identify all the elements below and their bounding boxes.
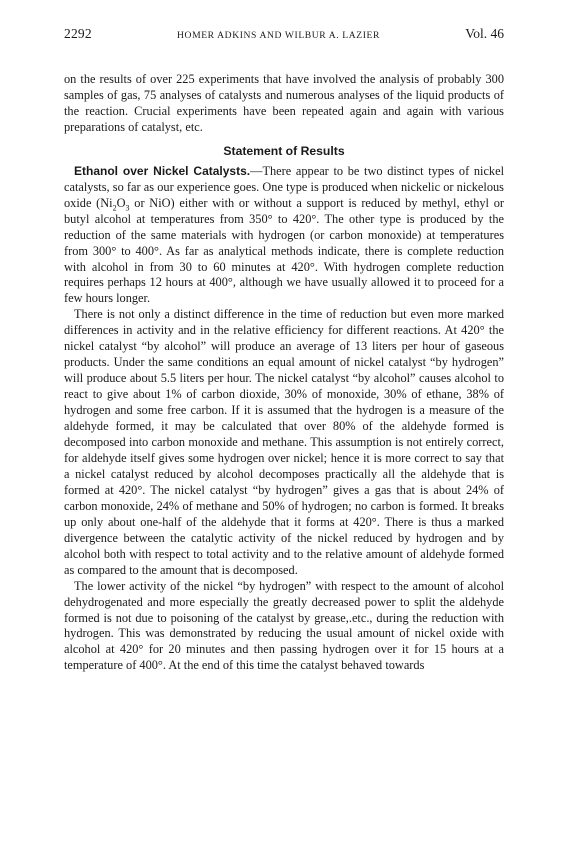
paragraph-lower-activity: The lower activity of the nickel “by hydrogen” with respect to the amount of alcohol dehydrogenated and more especially the greatly decreased power to split the aldehyde formed is not due to poisoning of the catalyst by grease,.etc., during the reduction with hydrogen. This was demonstrated by reducing the usual amount of nickel oxide with alcohol at 420° for 20 minutes and then passing hydrogen over it for 15 hours at a temperature of 400°. At the end of this time the catalyst behaved towards xyxy=(64,578,504,673)
section-heading: Statement of Results xyxy=(223,143,345,158)
paragraph-text: O xyxy=(116,195,126,210)
volume-label: Vol. 46 xyxy=(465,26,504,41)
journal-page xyxy=(64,26,504,674)
subscript: 3 xyxy=(125,203,130,213)
run-in-heading: Ethanol over Nickel Catalysts. xyxy=(74,163,251,178)
running-header xyxy=(64,26,504,46)
paragraph-ethanol-nickel xyxy=(64,164,504,308)
subscript: 2 xyxy=(112,203,117,213)
paragraph-reduction-differences: There is not only a distinct difference in the time of reduction but even more marked differences in activity and in the relative efficiency for different reactions. At 420° the nickel catalyst “by alcohol” will produce an average of 13 liters per hour of gaseous products. Under the same conditions an equal amount of nickel catalyst “by hydrogen” will produce about 5.5 liters per hour. The nickel catalyst “by alcohol” causes alcohol to react to give about 1% of carbon dioxide, 30% of monoxide, 30% of ethane, 38% of hydrogen and some free carbon. If it is assumed that the hydrogen is a measure of the aldehyde formed, it may be calculated that over 80% of the aldehyde formed is decomposed into carbon monoxide and methane. This assumption is not entirely correct, for aldehyde itself gives some hydrogen over nickel; hence it is more correct to say that a nickel catalyst reduced by alcohol decomposes practically all the aldehyde that is formed at 420°. The nickel catalyst “by hydrogen” gives a gas that is about 24% of carbon monoxide, 24% of methane and 50% of hydrogen; no carbon is formed. It breaks up only about one-half of the aldehyde that it forms at 420°. There is thus a marked divergence between the catalytic activity of the nickel reduced by hydrogen and by alcohol both with respect to total activity and to the relative amount of aldehyde formed as compared to the amount that is decomposed. xyxy=(64,307,504,577)
article-body xyxy=(64,72,504,674)
paragraph-text: —There appear to be two distinct types of nickel catalysts, so far as our experience goes. One type is produced when nickelic or nickelous oxide (Ni xyxy=(64,163,505,210)
running-title: HOMER ADKINS AND WILBUR A. LAZIER xyxy=(177,30,381,41)
intro-paragraph: on the results of over 225 experiments that have involved the analysis of probably 300 samples of gas, 75 analyses of catalysts and numerous analyses of the liquid products of the reaction. Crucial experiments have been repeated again and again with various preparations of catalyst, etc. xyxy=(64,72,504,134)
paragraph-text: or NiO) either with or without a support is reduced by methyl, ethyl or butyl alcohol at temperatures from 350° to 420°. The other type is produced by the reduction of the same materials with hydrogen (or carbon monoxide) at temperatures from 300° to 400°. As far as analytical methods indicate, there is complete reduction with alcohol in from 30 to 60 minutes at 420°. With hydrogen complete reduction requires perhaps 12 hours at 400°, although we have usually allowed it to proceed for a few hours longer. xyxy=(64,195,504,306)
page-number: 2292 xyxy=(64,26,92,41)
